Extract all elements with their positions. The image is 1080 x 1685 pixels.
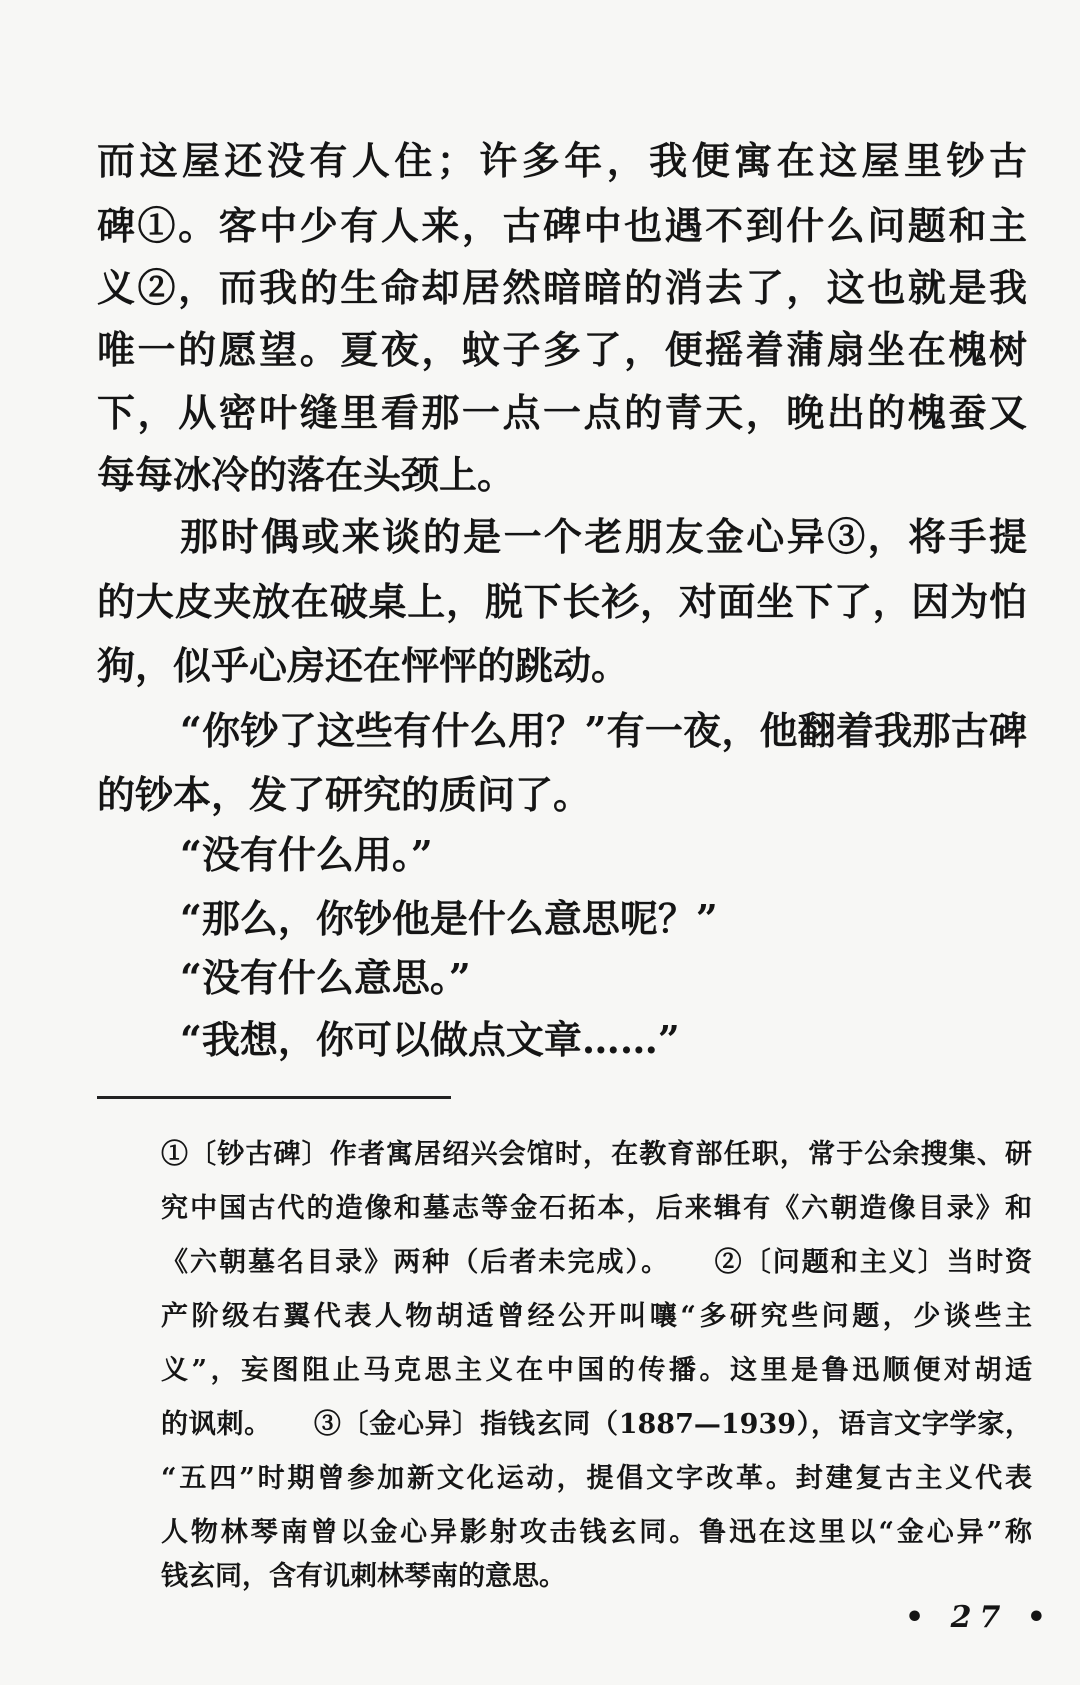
footnote-line: 的讽刺。 ③〔金心异〕指钱玄同（1887—1939），语言文字学家，	[161, 1409, 1032, 1440]
text-line: 狗，似乎心房还在怦怦的跳动。	[97, 643, 630, 688]
text-line: 的钞本，发了研究的质问了。	[97, 772, 592, 817]
text-line: “那么，你钞他是什么意思呢？”	[180, 896, 718, 941]
text-line: 义②，而我的生命却居然暗暗的消去了，这也就是我	[97, 265, 1027, 310]
text-line: 那时偶或来谈的是一个老朋友金心异③，将手提	[180, 514, 1027, 559]
footnote-divider	[97, 1096, 451, 1099]
footnote-line: 钱玄同，含有讥刺林琴南的意思。	[161, 1561, 566, 1592]
text-line: 碑①。客中少有人来，古碑中也遇不到什么问题和主	[97, 203, 1027, 248]
footnote-line: “五四”时期曾参加新文化运动，提倡文字改革。封建复古主义代表	[161, 1463, 1032, 1494]
page-number: • 27 •	[905, 1600, 1054, 1635]
text-line: 下，从密叶缝里看那一点一点的青天，晚出的槐蚕又	[97, 390, 1027, 435]
text-line: 的大皮夹放在破桌上，脱下长衫，对面坐下了，因为怕	[97, 579, 1027, 624]
text-line: “没有什么用。”	[180, 832, 433, 877]
footnote-line: 人物林琴南曾以金心异影射攻击钱玄同。鲁迅在这里以“金心异”称	[161, 1517, 1032, 1548]
text-line: 而这屋还没有人住；许多年，我便寓在这屋里钞古	[97, 138, 1027, 183]
footnote-line: 义”，妄图阻止马克思主义在中国的传播。这里是鲁迅顺便对胡适	[161, 1355, 1032, 1386]
footnote-line: 产阶级右翼代表人物胡适曾经公开叫嚷“多研究些问题，少谈些主	[161, 1301, 1032, 1332]
footnote-line: 《六朝墓名目录》两种（后者未完成）。 ②〔问题和主义〕当时资	[161, 1247, 1032, 1278]
text-line: 唯一的愿望。夏夜，蚊子多了，便摇着蒲扇坐在槐树	[97, 327, 1027, 372]
text-line: “我想，你可以做点文章……”	[180, 1017, 680, 1062]
text-line: “你钞了这些有什么用？”有一夜，他翻着我那古碑	[180, 708, 1027, 753]
footnote-line: 究中国古代的造像和墓志等金石拓本，后来辑有《六朝造像目录》和	[161, 1193, 1032, 1224]
footnote-line: ①〔钞古碑〕作者寓居绍兴会馆时，在教育部任职，常于公余搜集、研	[161, 1139, 1032, 1170]
text-line: “没有什么意思。”	[180, 955, 471, 1000]
text-line: 每每冰冷的落在头颈上。	[97, 452, 516, 497]
